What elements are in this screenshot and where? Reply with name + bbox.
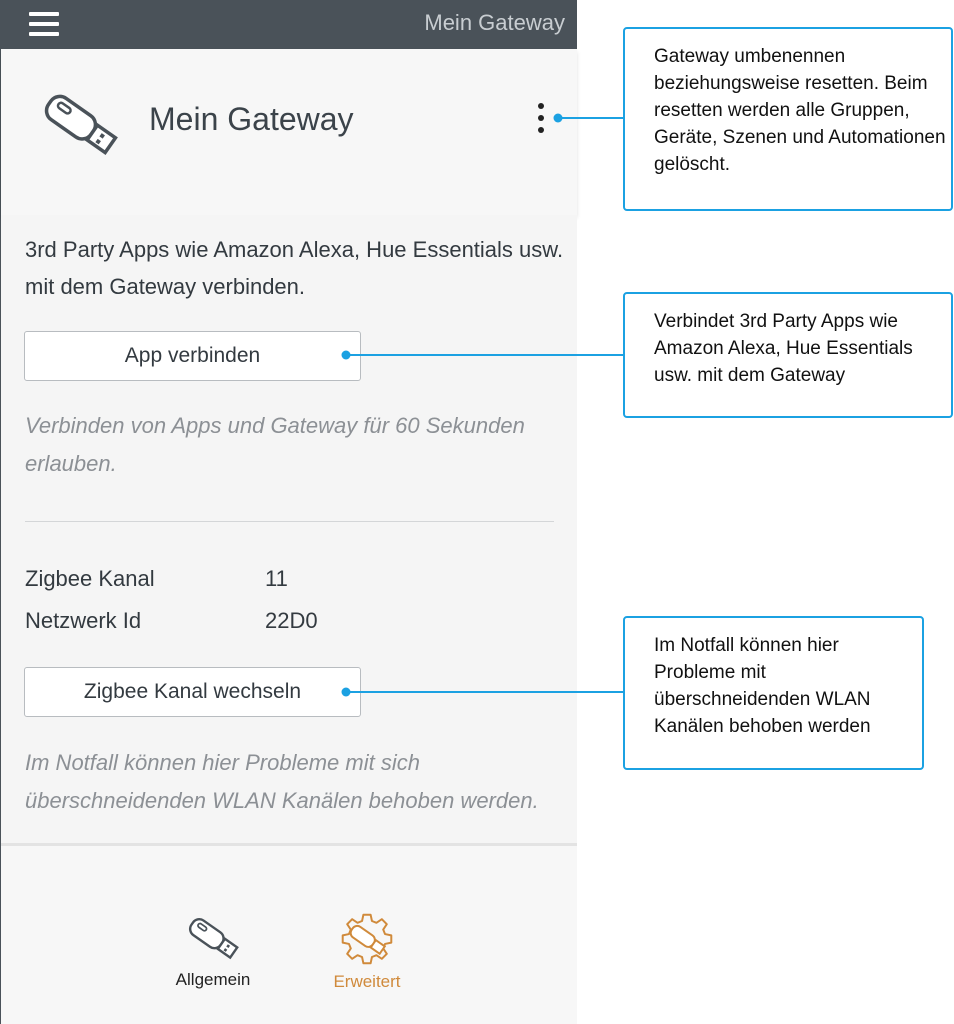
nav-label-allgemein: Allgemein	[175, 970, 251, 989]
connect-hint: Verbinden von Apps und Gateway für 60 Sekunden erlauben.	[25, 413, 525, 476]
callout-connect: Verbindet 3rd Party Apps wie Amazon Alexa, Hue Essentials usw. mit dem Gateway	[623, 292, 953, 418]
connector-dot	[554, 114, 563, 123]
nav-label-erweitert: Erweitert	[333, 972, 401, 991]
network-id-value: 22D0	[265, 608, 318, 633]
change-zigbee-channel-button[interactable]: Zigbee Kanal wechseln	[24, 667, 361, 717]
connect-app-button[interactable]: App verbinden	[24, 331, 361, 381]
topbar-title: Mein Gateway	[424, 10, 565, 35]
callout-zigbee: Im Notfall können hier Probleme mit überschneidenden WLAN Kanälen behoben werden	[623, 616, 924, 770]
connector-dot	[342, 688, 351, 697]
zigbee-channel-label: Zigbee Kanal	[25, 566, 155, 591]
connect-description: 3rd Party Apps wie Amazon Alexa, Hue Essentials usw. mit dem Gateway verbinden.	[25, 237, 564, 299]
callout-menu: Gateway umbenennen beziehungsweise resetten. Beim resetten werden alle Gruppen, Geräte, Szenen und Automationen gelöscht.	[623, 27, 953, 211]
network-id-label: Netzwerk Id	[25, 608, 142, 633]
page-title: Mein Gateway	[149, 101, 354, 137]
zigbee-channel-value: 11	[265, 566, 288, 591]
connector-dot	[342, 351, 351, 360]
zigbee-hint: Im Notfall können hier Probleme mit sich überschneidenden WLAN Kanälen behoben werden.	[25, 750, 539, 813]
